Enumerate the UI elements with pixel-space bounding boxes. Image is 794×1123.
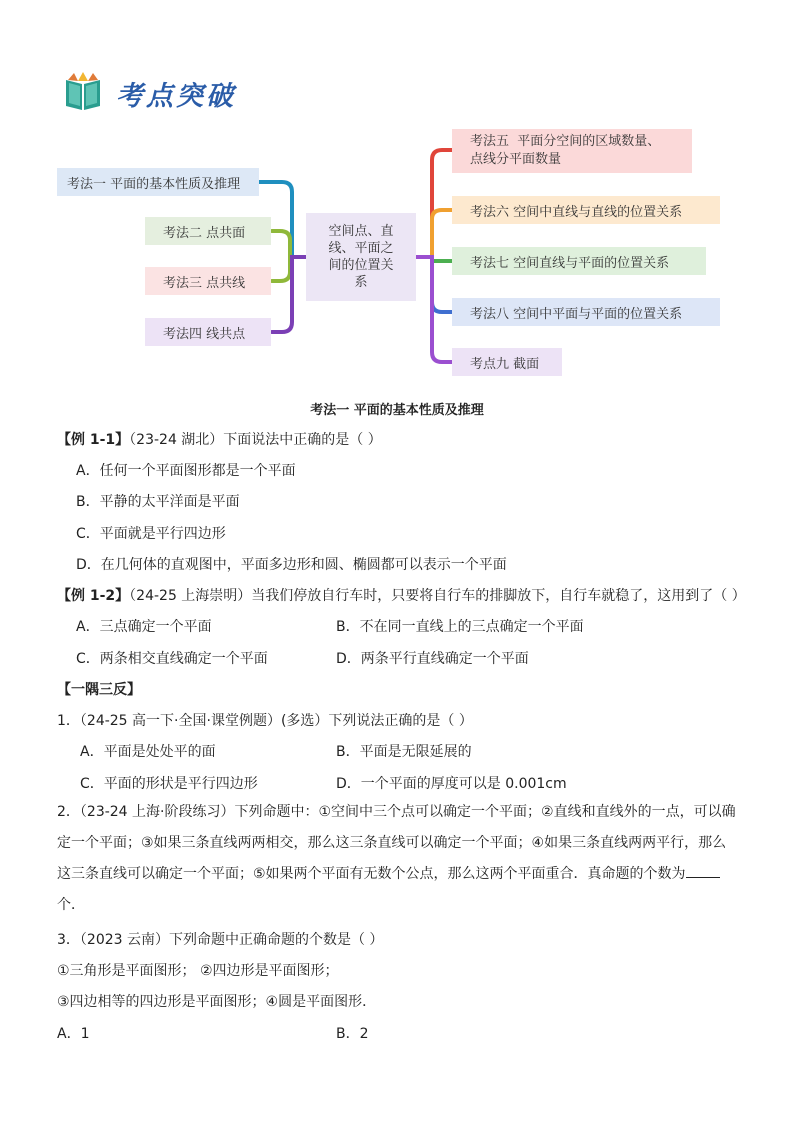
answer-blank[interactable] [686,863,720,878]
practice-q3-stem: 3．（2023 云南）下列命题中正确命题的个数是（ ） [57,932,384,948]
mindmap-node-right-5-label: 考法五 平面分空间的区域数量、 点线分平面数量 [470,134,661,167]
practice-q1-stem: 1．（24-25 高一下·全国·课堂例题）(多选）下列说法正确的是（ ） [57,713,473,729]
mindmap-node-right-9: 考点九 截面 [452,348,562,376]
practice-q2-line-2: 定一个平面；③如果三条直线两两相交，那么这三条直线可以确定一个平面；④如果三条直线两两平行，那么 [57,835,727,851]
practice-q2 [57,797,739,921]
mindmap-center-node [306,213,416,301]
practice-q1-option-c: C．平面的形状是平行四边形 [80,776,258,792]
practice-q2-line-3-wrap [57,859,739,890]
practice-q3-line-1: ①三角形是平面图形； ②四边形是平面图形； [57,963,339,979]
mindmap-node-left-1: 考法一 平面的基本性质及推理 [57,168,259,196]
practice-q1-option-a: A．平面是处处平的面 [80,744,216,760]
practice-q3-option-a: A．1 [57,1026,90,1042]
example-1-2-option-a: A．三点确定一个平面 [76,619,212,635]
example-1-2-stem: （24-25 上海崇明）当我们停放自行车时，只要将自行车的排脚放下，自行车就稳了，这用到了（ ） [129,588,746,604]
example-1-1-option-a: A．任何一个平面图形都是一个平面 [76,463,296,479]
practice-q2-line-1: 2．（23-24 上海·阶段练习）下列命题中：①空间中三个点可以确定一个平面；②直线和直线外的一点，可以确 [57,804,736,820]
practice-q3-option-b: B．2 [336,1026,369,1042]
practice-q2-line-3: 这三条直线可以确定一个平面；⑤如果两个平面有无数个公点，那么这两个平面重合．真命题的个数为 [57,866,686,882]
example-1-1-option-b: B．平静的太平洋面是平面 [76,494,240,510]
practice-q1-option-d: D．一个平面的厚度可以是 0.001cm [336,776,567,792]
mindmap-node-left-4: 考法四 线共点 [145,318,271,346]
example-1-2-tag: 【例 1-2】 [57,588,130,604]
mindmap-node-right-7: 考法七 空间直线与平面的位置关系 [452,247,706,275]
mindmap-center-label: 空间点、直线、平面之间的位置关系 [328,224,394,290]
example-1-1-stem: （23-24 湖北）下面说法中正确的是（ ） [129,432,382,448]
practice-title: 【一隅三反】 [57,682,141,698]
section-title: 考法一 平面的基本性质及推理 [310,403,484,418]
mindmap-node-right-8: 考法八 空间中平面与平面的位置关系 [452,298,720,326]
example-1-1 [57,429,382,449]
example-1-2-option-d: D．两条平行直线确定一个平面 [336,651,529,667]
mindmap-node-right-6: 考法六 空间中直线与直线的位置关系 [452,196,720,224]
mindmap-node-left-2: 考法二 点共面 [145,217,271,245]
mindmap-node-right-5 [452,129,692,173]
practice-q1-option-b: B．平面是无限延展的 [336,744,472,760]
example-1-1-tag: 【例 1-1】 [57,432,130,448]
example-1-2 [57,585,746,605]
banner-title: 考点突破 [116,81,236,112]
example-1-1-option-d: D．在几何体的直观图中，平面多边形和圆、椭圆都可以表示一个平面 [76,557,507,573]
example-1-2-option-b: B．不在同一直线上的三点确定一个平面 [336,619,584,635]
practice-q3-line-2: ③四边相等的四边形是平面图形；④圆是平面图形． [57,994,377,1010]
mindmap-node-left-3: 考法三 点共线 [145,267,271,295]
practice-q2-line-4: 个． [57,897,85,913]
example-1-2-option-c: C．两条相交直线确定一个平面 [76,651,268,667]
example-1-1-option-c: C．平面就是平行四边形 [76,526,226,542]
